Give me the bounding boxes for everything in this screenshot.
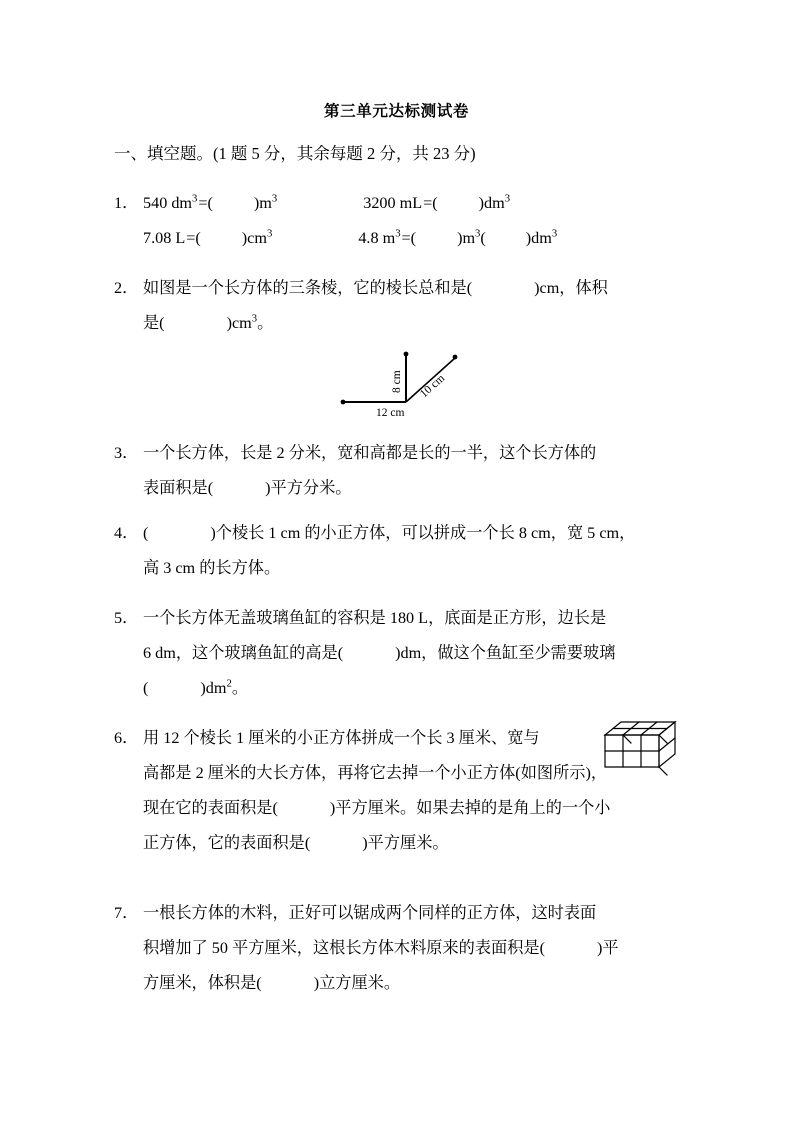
question-2-line-2 <box>143 306 680 341</box>
question-5-text-3-post: )dm <box>200 679 227 697</box>
conv-1-left-sup: 3 <box>192 192 198 205</box>
question-5-text-2-pre: 6 dm，这个玻璃鱼缸的高是( <box>143 644 344 662</box>
question-5 <box>114 601 680 706</box>
question-6-text-4-post: )平方厘米。 <box>362 834 449 852</box>
question-1-number: 1． <box>114 194 139 212</box>
question-4-line-2: 高 3 cm 的长方体。 <box>143 559 281 577</box>
question-7-line-3 <box>143 966 680 1001</box>
question-5-line-2 <box>143 636 680 671</box>
question-6 <box>114 721 680 861</box>
question-7-text-3-post: )立方厘米。 <box>313 974 401 992</box>
edge-label-diagonal: 10 cm <box>417 372 448 401</box>
conv-4-mid-sup: 3 <box>475 227 481 240</box>
question-2-line-1 <box>143 271 680 306</box>
cuboid-missing-cube-diagram <box>601 719 679 781</box>
question-6-text-3-post: )平方厘米。如果去掉的是角上的一个小 <box>329 799 611 817</box>
conv-3-mid-sup: 3 <box>266 227 273 240</box>
question-6-text-4-pre: 正方体，它的表面积是( <box>143 834 311 852</box>
conv-1-mid: )m <box>253 194 272 212</box>
question-5-text-3-pre: ( <box>143 679 149 697</box>
conv-4-left: 4.8 m <box>358 229 396 247</box>
question-1-row-1 <box>143 186 680 221</box>
question-6-line-2: 高都是 2 厘米的大长方体，再将它去掉一个小正方体(如图所示)， <box>143 764 608 782</box>
question-6-number: 6． <box>114 729 139 747</box>
question-7-line-2 <box>143 931 680 966</box>
question-4-number: 4． <box>114 524 139 542</box>
question-5-number: 5． <box>114 609 139 627</box>
question-5-text-2-post: )dm，做这个鱼缸至少需要玻璃 <box>395 644 616 662</box>
question-3-text-2-post: )平方分米。 <box>265 479 352 497</box>
conv-3-eq: =( <box>186 229 201 247</box>
question-1-row-2 <box>143 221 680 256</box>
question-3-text-2-pre: 表面积是( <box>143 479 214 497</box>
conv-4-mid: )m <box>457 229 476 247</box>
question-5-text-3-end: 。 <box>231 679 248 697</box>
question-5-sup: 2 <box>226 677 232 690</box>
conv-4-tail-end: )dm <box>525 229 552 247</box>
conv-1-left: 540 dm <box>143 194 193 212</box>
edge-label-vertical: 8 cm <box>391 370 403 393</box>
question-1 <box>114 186 680 256</box>
question-4-text-1-post: )个棱长 1 cm 的小正方体，可以拼成一个长 8 cm，宽 5 cm， <box>210 524 636 542</box>
question-7-number: 7． <box>114 904 139 922</box>
question-6-text-3-pre: 现在它的表面积是( <box>143 799 278 817</box>
conv-1-mid-sup: 3 <box>271 192 278 205</box>
question-3-number: 3． <box>114 444 139 462</box>
question-6-line-1: 用 12 个棱长 1 厘米的小正方体拼成一个长 3 厘米、宽与 <box>143 729 540 747</box>
conv-1-eq: =( <box>198 194 213 212</box>
conv-4-tail-sup: 3 <box>551 227 558 240</box>
question-2-text-1: 如图是一个长方体的三条棱，它的棱长总和是( <box>143 279 473 297</box>
question-7-text-2-post: )平 <box>596 939 619 957</box>
question-4-text-1-pre: ( <box>143 524 149 542</box>
conv-2-left: 3200 mL <box>363 194 423 212</box>
conv-4-tail-open: ( <box>480 229 486 247</box>
question-7-text-3-pre: 方厘米，体积是( <box>143 974 262 992</box>
question-5-line-3 <box>143 671 680 706</box>
question-2-sup: 3 <box>251 312 258 325</box>
question-2 <box>114 271 680 341</box>
conv-4-eq: =( <box>401 229 417 247</box>
question-6-line-4 <box>143 826 680 861</box>
question-7-line-1: 一根长方体的木料，正好可以锯成两个同样的正方体，这时表面 <box>143 904 597 922</box>
question-2-text-2-pre: 是( <box>143 314 165 332</box>
edge-label-horizontal: 12 cm <box>376 407 405 417</box>
question-3 <box>114 436 680 506</box>
question-3-line-1: 一个长方体，长是 2 分米，宽和高都是长的一半，这个长方体的 <box>143 444 597 462</box>
question-7-text-2-pre: 积增加了 50 平方厘米，这根长方体木料原来的表面积是( <box>143 939 545 957</box>
conv-3-mid: )cm <box>241 229 267 247</box>
question-3-line-2 <box>143 471 680 506</box>
three-edges-diagram <box>338 345 498 417</box>
conv-2-mid-sup: 3 <box>504 192 511 205</box>
question-6-line-3 <box>143 791 680 826</box>
conv-2-eq: =( <box>423 194 438 212</box>
question-5-line-1: 一个长方体无盖玻璃鱼缸的容积是 180 L，底面是正方形，边长是 <box>143 609 607 627</box>
question-4 <box>114 516 680 586</box>
page-title: 第三单元达标测试卷 <box>324 102 469 120</box>
conv-3-left: 7.08 L <box>143 229 186 247</box>
question-2-text-2-end: 。 <box>257 314 274 332</box>
question-2-text-2-post: )cm <box>226 314 252 332</box>
question-2-number: 2． <box>114 279 139 297</box>
question-7 <box>114 896 680 1001</box>
conv-2-mid: )dm <box>478 194 505 212</box>
question-4-line-1 <box>143 516 680 551</box>
section-heading: 一、填空题。(1 题 5 分，其余每题 2 分，共 23 分) <box>114 144 476 163</box>
conv-4-left-sup: 3 <box>395 227 401 240</box>
question-2-text-1-tail: )cm，体积 <box>534 279 608 297</box>
